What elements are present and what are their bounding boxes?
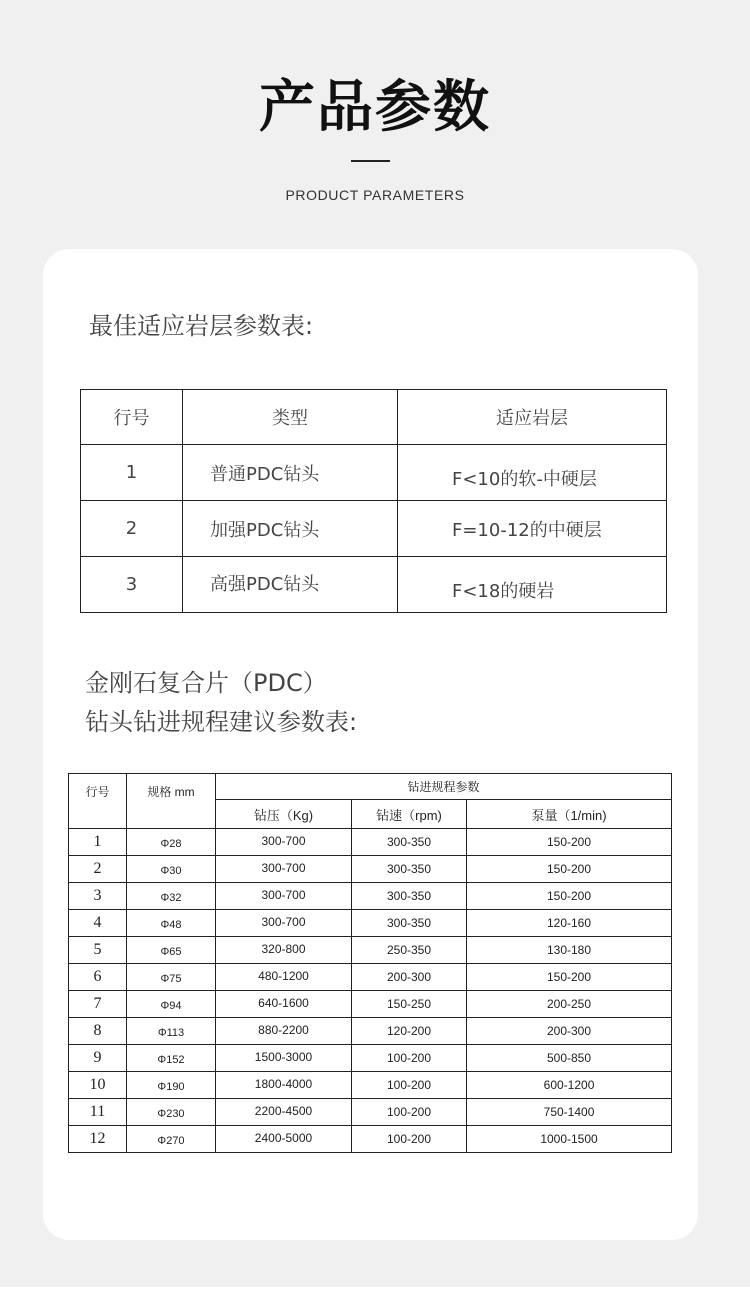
pressure-value: 300-700 bbox=[216, 829, 352, 856]
speed-value: 200-300 bbox=[352, 964, 467, 991]
speed-value: 120-200 bbox=[352, 1018, 467, 1045]
pressure-value: 1800-4000 bbox=[216, 1072, 352, 1099]
pressure-value: 640-1600 bbox=[216, 991, 352, 1018]
rock-layer: F=10-12的中硬层 bbox=[398, 501, 667, 557]
flow-value: 150-200 bbox=[467, 829, 672, 856]
column-group-header: 钻进规程参数 bbox=[216, 774, 672, 800]
table-header-row bbox=[81, 390, 667, 445]
speed-value: 300-350 bbox=[352, 829, 467, 856]
column-header-index: 行号 bbox=[81, 390, 183, 445]
row-index: 9 bbox=[69, 1045, 127, 1072]
row-index: 5 bbox=[69, 937, 127, 964]
spec-value: Φ75 bbox=[127, 964, 216, 991]
flow-value: 600-1200 bbox=[467, 1072, 672, 1099]
column-header-rock: 适应岩层 bbox=[398, 390, 667, 445]
pressure-value: 480-1200 bbox=[216, 964, 352, 991]
speed-value: 100-200 bbox=[352, 1126, 467, 1153]
column-header-pressure: 钻压（Kg) bbox=[216, 800, 352, 829]
table-row bbox=[69, 910, 672, 937]
row-index: 10 bbox=[69, 1072, 127, 1099]
flow-value: 150-200 bbox=[467, 856, 672, 883]
table-row bbox=[69, 1072, 672, 1099]
row-index: 2 bbox=[69, 856, 127, 883]
row-index: 2 bbox=[81, 501, 183, 557]
table-row bbox=[69, 937, 672, 964]
rock-layer: F<18的硬岩 bbox=[398, 557, 667, 613]
spec-value: Φ30 bbox=[127, 856, 216, 883]
row-index: 3 bbox=[81, 557, 183, 613]
bit-type: 高强PDC钻头 bbox=[183, 557, 398, 613]
flow-value: 1000-1500 bbox=[467, 1126, 672, 1153]
row-index: 3 bbox=[69, 883, 127, 910]
flow-value: 150-200 bbox=[467, 964, 672, 991]
speed-value: 150-250 bbox=[352, 991, 467, 1018]
flow-value: 200-300 bbox=[467, 1018, 672, 1045]
speed-value: 100-200 bbox=[352, 1099, 467, 1126]
spec-value: Φ65 bbox=[127, 937, 216, 964]
pressure-value: 300-700 bbox=[216, 883, 352, 910]
table-row bbox=[69, 1099, 672, 1126]
column-header-speed: 钻速（rpm) bbox=[352, 800, 467, 829]
table-row bbox=[69, 1126, 672, 1153]
speed-value: 300-350 bbox=[352, 883, 467, 910]
flow-value: 120-160 bbox=[467, 910, 672, 937]
table-row bbox=[81, 501, 667, 557]
bit-type: 加强PDC钻头 bbox=[183, 501, 398, 557]
column-header-type: 类型 bbox=[183, 390, 398, 445]
column-header-spec: 规格 mm bbox=[127, 774, 216, 829]
flow-value: 500-850 bbox=[467, 1045, 672, 1072]
speed-value: 300-350 bbox=[352, 910, 467, 937]
table-row bbox=[69, 856, 672, 883]
page-title: 产品参数 bbox=[259, 75, 491, 140]
spec-value: Φ113 bbox=[127, 1018, 216, 1045]
spec-value: Φ270 bbox=[127, 1126, 216, 1153]
row-index: 8 bbox=[69, 1018, 127, 1045]
spec-value: Φ28 bbox=[127, 829, 216, 856]
pressure-value: 2400-5000 bbox=[216, 1126, 352, 1153]
spec-value: Φ152 bbox=[127, 1045, 216, 1072]
table-row bbox=[69, 964, 672, 991]
spec-value: Φ32 bbox=[127, 883, 216, 910]
row-index: 6 bbox=[69, 964, 127, 991]
table-row bbox=[69, 1045, 672, 1072]
table-row bbox=[81, 557, 667, 613]
speed-value: 100-200 bbox=[352, 1072, 467, 1099]
flow-value: 150-200 bbox=[467, 883, 672, 910]
speed-value: 250-350 bbox=[352, 937, 467, 964]
row-index: 7 bbox=[69, 991, 127, 1018]
column-header-index: 行号 bbox=[69, 774, 127, 829]
pressure-value: 320-800 bbox=[216, 937, 352, 964]
pressure-value: 300-700 bbox=[216, 910, 352, 937]
rock-layer: F<10的软-中硬层 bbox=[398, 445, 667, 501]
spec-value: Φ230 bbox=[127, 1099, 216, 1126]
rock-table-heading: 最佳适应岩层参数表: bbox=[89, 312, 314, 340]
table-header-row bbox=[69, 774, 672, 800]
table-row bbox=[69, 883, 672, 910]
page-subtitle: PRODUCT PARAMETERS bbox=[285, 187, 465, 203]
speed-value: 100-200 bbox=[352, 1045, 467, 1072]
drilling-table-heading-line1: 金刚石复合片（PDC） bbox=[85, 669, 327, 697]
pressure-value: 300-700 bbox=[216, 856, 352, 883]
flow-value: 750-1400 bbox=[467, 1099, 672, 1126]
spec-value: Φ94 bbox=[127, 991, 216, 1018]
table-row bbox=[69, 1018, 672, 1045]
table-row bbox=[69, 991, 672, 1018]
row-index: 1 bbox=[81, 445, 183, 501]
spec-value: Φ190 bbox=[127, 1072, 216, 1099]
title-divider bbox=[351, 160, 390, 162]
column-header-flow: 泵量（1/min) bbox=[467, 800, 672, 829]
table-row bbox=[69, 829, 672, 856]
drilling-parameters-table bbox=[68, 773, 672, 1153]
pressure-value: 1500-3000 bbox=[216, 1045, 352, 1072]
row-index: 12 bbox=[69, 1126, 127, 1153]
speed-value: 300-350 bbox=[352, 856, 467, 883]
row-index: 11 bbox=[69, 1099, 127, 1126]
row-index: 4 bbox=[69, 910, 127, 937]
drilling-table-heading-line2: 钻头钻进规程建议参数表: bbox=[85, 708, 358, 736]
rock-suitability-table bbox=[80, 389, 667, 613]
flow-value: 130-180 bbox=[467, 937, 672, 964]
pressure-value: 2200-4500 bbox=[216, 1099, 352, 1126]
pressure-value: 880-2200 bbox=[216, 1018, 352, 1045]
table-row bbox=[81, 445, 667, 501]
bit-type: 普通PDC钻头 bbox=[183, 445, 398, 501]
spec-value: Φ48 bbox=[127, 910, 216, 937]
row-index: 1 bbox=[69, 829, 127, 856]
flow-value: 200-250 bbox=[467, 991, 672, 1018]
